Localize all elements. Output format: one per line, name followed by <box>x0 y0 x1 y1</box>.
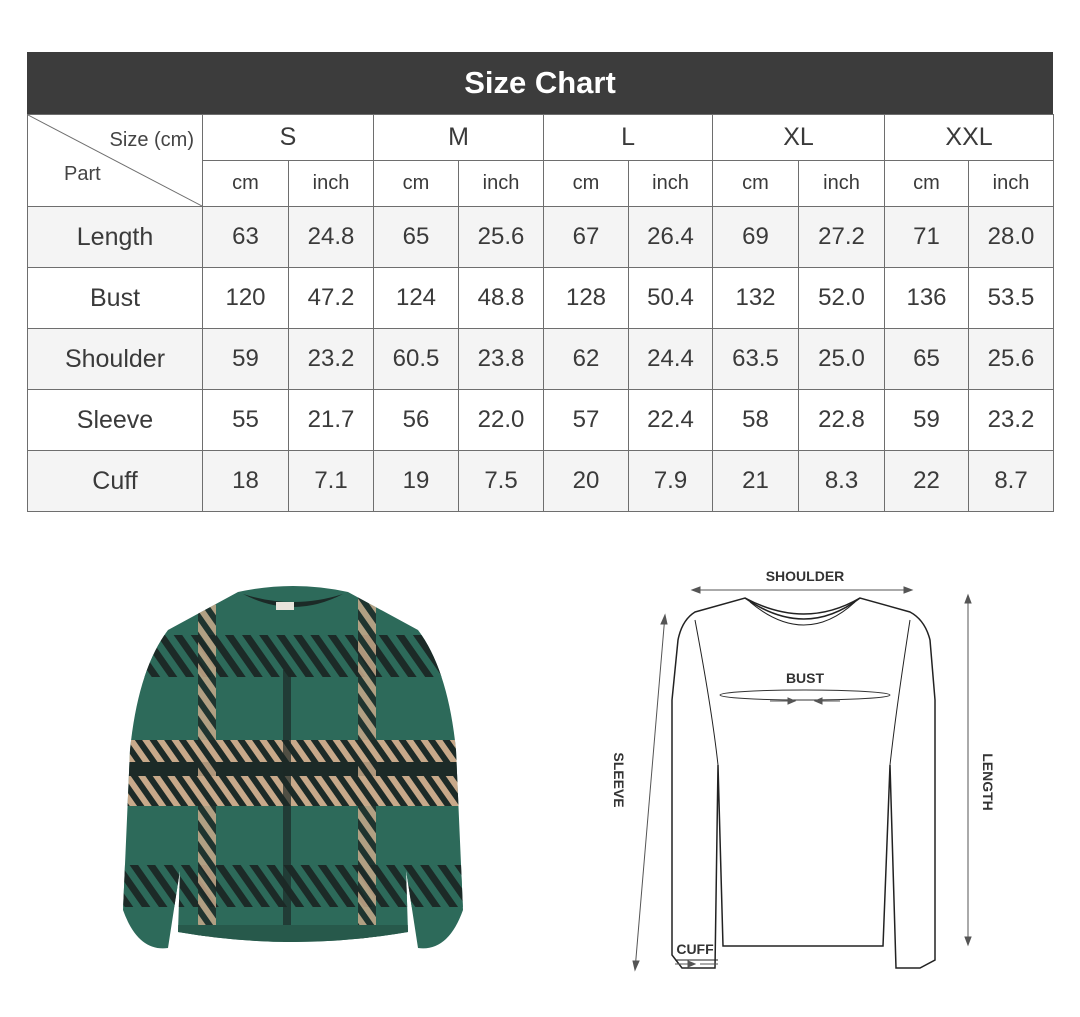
sweater-photo <box>118 580 468 960</box>
value-cell: 48.8 <box>459 268 544 329</box>
unit-header: inch <box>799 161 885 207</box>
unit-header: inch <box>969 161 1054 207</box>
value-cell: 56 <box>374 390 459 451</box>
value-cell: 59 <box>885 390 969 451</box>
value-cell: 50.4 <box>629 268 713 329</box>
shoulder-label: SHOULDER <box>765 568 845 584</box>
value-cell: 20 <box>544 451 629 512</box>
value-cell: 67 <box>544 207 629 268</box>
value-cell: 18 <box>203 451 289 512</box>
value-cell: 59 <box>203 329 289 390</box>
unit-header: cm <box>885 161 969 207</box>
unit-header: inch <box>459 161 544 207</box>
corner-part-label: Part <box>64 163 101 185</box>
table-row <box>28 451 1054 512</box>
value-cell: 25.6 <box>459 207 544 268</box>
value-cell: 23.8 <box>459 329 544 390</box>
part-name-cell: Cuff <box>28 451 203 512</box>
size-table <box>27 114 1054 512</box>
value-cell: 22.4 <box>629 390 713 451</box>
value-cell: 53.5 <box>969 268 1054 329</box>
size-header: M <box>374 115 544 161</box>
value-cell: 60.5 <box>374 329 459 390</box>
part-name-cell: Shoulder <box>28 329 203 390</box>
value-cell: 22.0 <box>459 390 544 451</box>
value-cell: 23.2 <box>969 390 1054 451</box>
unit-header: inch <box>629 161 713 207</box>
value-cell: 7.1 <box>289 451 374 512</box>
value-cell: 65 <box>374 207 459 268</box>
value-cell: 27.2 <box>799 207 885 268</box>
size-header: XXL <box>885 115 1054 161</box>
value-cell: 71 <box>885 207 969 268</box>
unit-header: inch <box>289 161 374 207</box>
value-cell: 23.2 <box>289 329 374 390</box>
unit-header: cm <box>713 161 799 207</box>
size-header: S <box>203 115 374 161</box>
value-cell: 52.0 <box>799 268 885 329</box>
value-cell: 25.6 <box>969 329 1054 390</box>
value-cell: 120 <box>203 268 289 329</box>
corner-header-cell <box>28 115 203 207</box>
value-cell: 124 <box>374 268 459 329</box>
value-cell: 21 <box>713 451 799 512</box>
size-chart-title: Size Chart <box>27 52 1053 114</box>
sleeve-label: SLEEVE <box>611 752 627 808</box>
value-cell: 128 <box>544 268 629 329</box>
value-cell: 69 <box>713 207 799 268</box>
part-name-cell: Length <box>28 207 203 268</box>
value-cell: 26.4 <box>629 207 713 268</box>
value-cell: 55 <box>203 390 289 451</box>
value-cell: 47.2 <box>289 268 374 329</box>
table-row <box>28 329 1054 390</box>
value-cell: 21.7 <box>289 390 374 451</box>
value-cell: 25.0 <box>799 329 885 390</box>
value-cell: 65 <box>885 329 969 390</box>
value-cell: 22.8 <box>799 390 885 451</box>
part-name-cell: Sleeve <box>28 390 203 451</box>
value-cell: 63 <box>203 207 289 268</box>
value-cell: 8.7 <box>969 451 1054 512</box>
unit-header: cm <box>374 161 459 207</box>
unit-header: cm <box>544 161 629 207</box>
value-cell: 7.9 <box>629 451 713 512</box>
value-cell: 7.5 <box>459 451 544 512</box>
length-label: LENGTH <box>980 753 996 811</box>
value-cell: 24.8 <box>289 207 374 268</box>
value-cell: 8.3 <box>799 451 885 512</box>
measurement-diagram <box>600 560 1020 980</box>
table-row <box>28 390 1054 451</box>
size-header: XL <box>713 115 885 161</box>
value-cell: 136 <box>885 268 969 329</box>
size-header: L <box>544 115 713 161</box>
value-cell: 19 <box>374 451 459 512</box>
corner-size-label: Size (cm) <box>109 129 194 151</box>
table-row <box>28 207 1054 268</box>
value-cell: 57 <box>544 390 629 451</box>
bust-label: BUST <box>785 670 825 686</box>
value-cell: 132 <box>713 268 799 329</box>
part-name-cell: Bust <box>28 268 203 329</box>
value-cell: 62 <box>544 329 629 390</box>
value-cell: 22 <box>885 451 969 512</box>
value-cell: 24.4 <box>629 329 713 390</box>
table-row <box>28 268 1054 329</box>
value-cell: 58 <box>713 390 799 451</box>
unit-header: cm <box>203 161 289 207</box>
cuff-label: CUFF <box>676 941 714 957</box>
value-cell: 63.5 <box>713 329 799 390</box>
value-cell: 28.0 <box>969 207 1054 268</box>
